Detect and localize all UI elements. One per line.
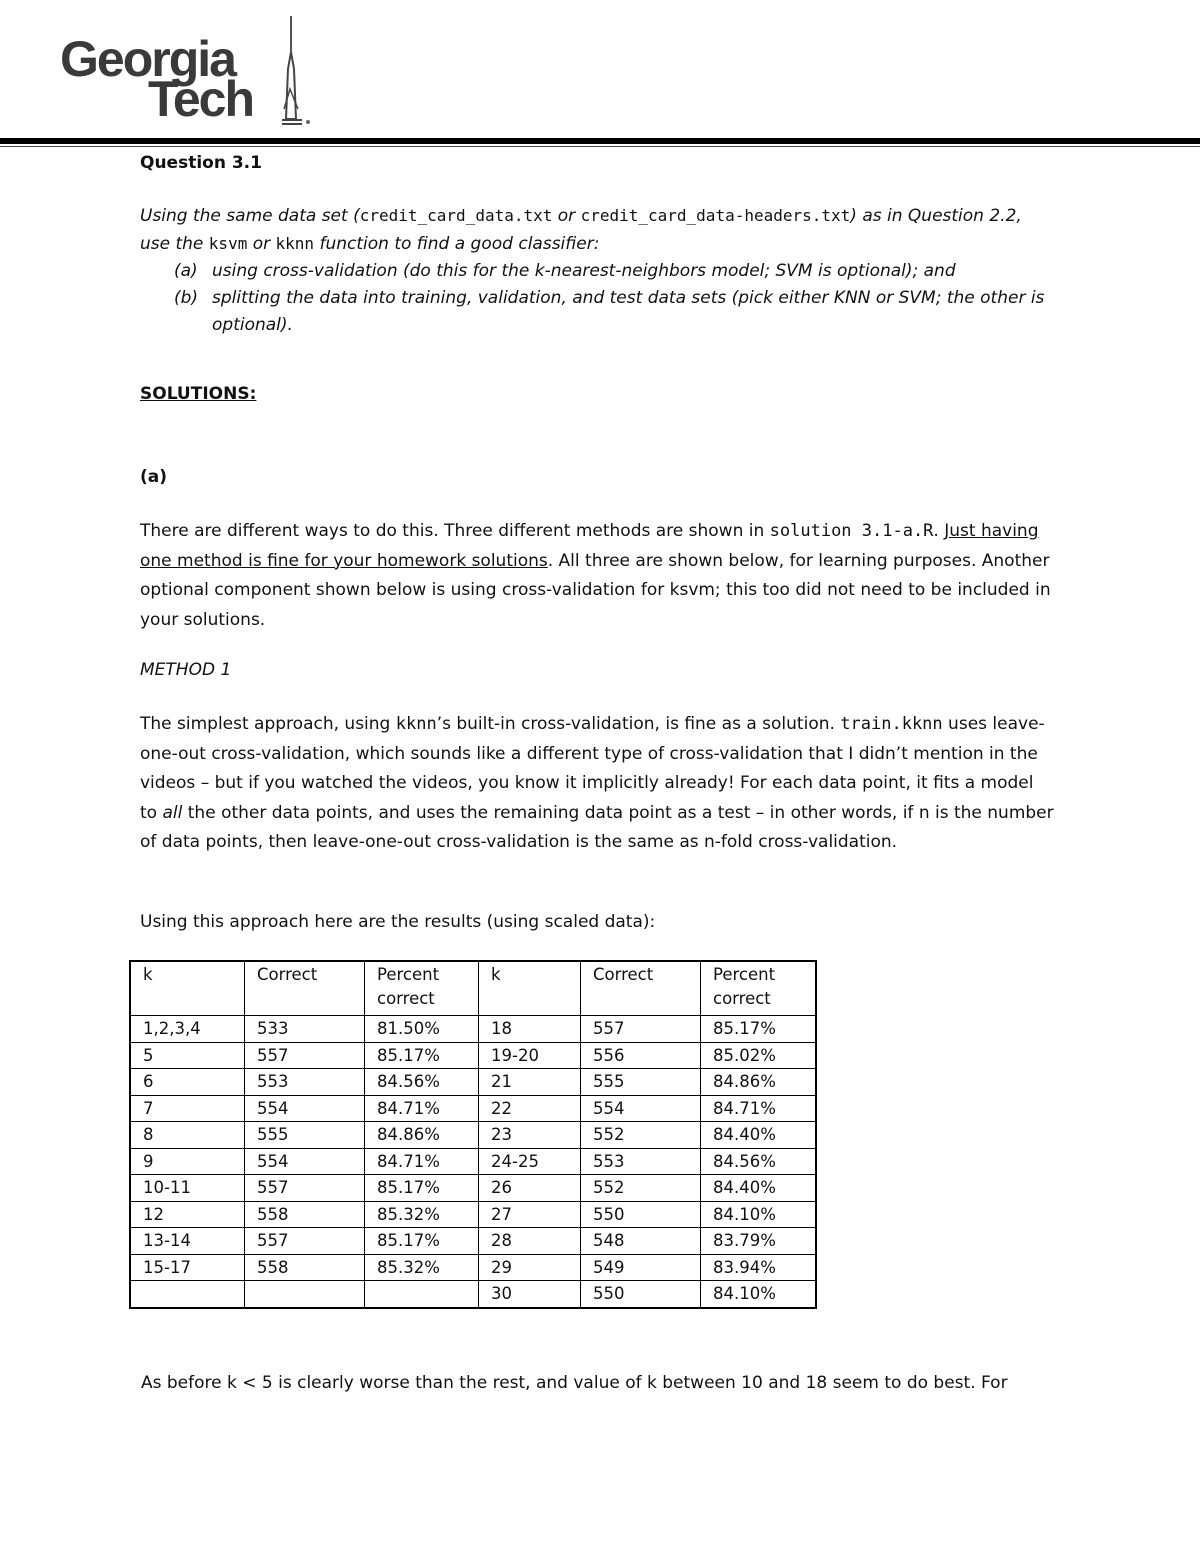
table-cell: 557 [245,1042,365,1069]
table-row [130,1148,816,1175]
table-cell: 24-25 [479,1148,581,1175]
column-header: Correct [245,961,365,1016]
column-header: Percent correct [701,961,817,1016]
paragraph-text: There are different ways to do this. Three different methods are shown in [140,521,770,541]
item-label: (b) [174,288,199,308]
table-cell: 81.50% [365,1016,479,1043]
table-cell: 556 [581,1042,701,1069]
table-cell: 7 [130,1095,245,1122]
question-intro-text: or [247,234,276,254]
table-cell: 553 [245,1069,365,1096]
question-intro-text: function to find a good classifier: [314,234,600,254]
table-cell: 84.56% [365,1069,479,1096]
table-cell: 83.79% [701,1228,817,1255]
column-header: Percent correct [365,961,479,1016]
table-cell: 85.32% [365,1254,479,1281]
table-cell: 15-17 [130,1254,245,1281]
table-row [130,1281,816,1308]
table-cell: 84.71% [365,1148,479,1175]
table-cell: 533 [245,1016,365,1043]
table-cell: 21 [479,1069,581,1096]
paragraph-text: ’s built-in cross-validation, is fine as a solution. [436,714,841,734]
item-label: (a) [174,261,198,281]
table-cell: 553 [581,1148,701,1175]
table-cell: 28 [479,1228,581,1255]
table-row [130,1254,816,1281]
question-item-a [140,258,1055,285]
table-cell: 549 [581,1254,701,1281]
table-header-row [130,961,816,1016]
paragraph-text: the other data points, and uses the remaining data point as a test – in other words, if n is the number of data points, then leave-one-out cross-validation is the same as n-fold cross-validation. [140,802,1054,852]
table-cell: 84.40% [701,1175,817,1202]
table-cell: 550 [581,1201,701,1228]
table-cell: 84.40% [701,1122,817,1149]
column-header: Correct [581,961,701,1016]
table-cell: 9 [130,1148,245,1175]
logo-text-georgia: Georgia [60,31,235,87]
table-cell: 84.71% [701,1095,817,1122]
table-cell: 552 [581,1122,701,1149]
table-cell: 85.02% [701,1042,817,1069]
table-cell: 18 [479,1016,581,1043]
part-a-heading: (a) [140,467,168,487]
table-row [130,1095,816,1122]
table-cell: 558 [245,1254,365,1281]
paragraph-text: The simplest approach, using [140,714,396,734]
item-text: using cross-validation (do this for the k-nearest-neighbors model; SVM is optional); and [212,261,956,281]
table-cell: 10-11 [130,1175,245,1202]
table-cell: 84.10% [701,1281,817,1308]
question-intro-text: or [552,206,581,226]
table-cell: 22 [479,1095,581,1122]
paragraph-text: uses leave-one-out cross-validation, which sounds like a different type of cross-validation that I didn’t mention in the videos – but if you watched the videos, you know it implicitly already! For each data point, it fits a model to [140,714,1045,823]
table-cell: 27 [479,1201,581,1228]
table-cell: 555 [581,1069,701,1096]
question-intro-text: ) as in Question 2.2, use the [140,206,1022,254]
table-cell: 557 [245,1175,365,1202]
table-row [130,1069,816,1096]
table-cell [365,1281,479,1308]
table-cell: 85.17% [365,1042,479,1069]
table-cell: 84.56% [701,1148,817,1175]
georgia-tech-logo [58,14,328,129]
paragraph-text: . All three are shown below, for learning purposes. Another optional component shown below is using cross-validation for ksvm; this too did not need to be included in your solutions. [140,550,1051,630]
table-cell: 26 [479,1175,581,1202]
table-cell: 12 [130,1201,245,1228]
code-kknn: kknn [395,714,437,734]
question-title: Question 3.1 [140,153,262,173]
item-text: splitting the data into training, validation, and test data sets (pick either KNN or SVM; the other is optional). [212,288,1045,335]
table-cell: 85.17% [701,1016,817,1043]
table-row [130,1122,816,1149]
table-cell: 85.32% [365,1201,479,1228]
table-cell: 1,2,3,4 [130,1016,245,1043]
table-cell: 557 [245,1228,365,1255]
methods-paragraph [140,517,1055,635]
question-intro-text: Using the same data set ( [140,206,360,226]
question-intro [140,202,1055,258]
tech-tower-icon [270,14,320,129]
table-cell: 30 [479,1281,581,1308]
table-cell [245,1281,365,1308]
table-cell: 84.86% [701,1069,817,1096]
table-cell: 6 [130,1069,245,1096]
table-cell: 84.10% [701,1201,817,1228]
table-row [130,1228,816,1255]
table-cell: 554 [245,1095,365,1122]
method-label: METHOD 1 [140,660,232,680]
table-row [130,1175,816,1202]
table-cell: 555 [245,1122,365,1149]
code-train-kknn: train.kknn [840,714,943,734]
question-item-b [140,285,1055,339]
table-cell: 23 [479,1122,581,1149]
table-cell: 84.71% [365,1095,479,1122]
filename-2: credit_card_data-headers.txt [580,206,851,225]
table-row [130,1042,816,1069]
header-rule-thin [0,146,1200,147]
function-name-ksvm: ksvm [208,234,248,253]
function-name-kknn: kknn [275,234,315,253]
table-cell: 19-20 [479,1042,581,1069]
paragraph-text: . [933,521,945,541]
table-cell: 83.94% [701,1254,817,1281]
table-cell: 84.86% [365,1122,479,1149]
table-row [130,1201,816,1228]
table-cell: 5 [130,1042,245,1069]
table-cell: 85.17% [365,1228,479,1255]
table-cell: 29 [479,1254,581,1281]
header-rule [0,138,1200,144]
results-intro: Using this approach here are the results (using scaled data): [140,912,656,932]
table-cell: 550 [581,1281,701,1308]
column-header: k [130,961,245,1016]
table-cell: 548 [581,1228,701,1255]
table-cell: 557 [581,1016,701,1043]
emphasis-all: all [162,802,183,823]
filename-1: credit_card_data.txt [359,206,553,225]
table-cell: 554 [245,1148,365,1175]
table-cell [130,1281,245,1308]
table-cell: 552 [581,1175,701,1202]
table-cell: 13-14 [130,1228,245,1255]
method-1-paragraph [140,710,1055,858]
table-cell: 554 [581,1095,701,1122]
table-cell: 8 [130,1122,245,1149]
logo-text-tech: Tech [148,71,253,127]
table-cell: 558 [245,1201,365,1228]
table-row [130,1016,816,1043]
column-header: k [479,961,581,1016]
solutions-heading: SOLUTIONS: [140,384,257,404]
underlined-note: Just having one method is fine for your homework solutions [140,521,1039,571]
question-text [140,202,1055,339]
code-filename: solution 3.1-a.R [769,521,934,541]
results-table [129,960,817,1309]
table-cell: 85.17% [365,1175,479,1202]
conclusion-paragraph: As before k < 5 is clearly worse than the rest, and value of k between 10 and 18 seem to do best. For [141,1373,1008,1393]
